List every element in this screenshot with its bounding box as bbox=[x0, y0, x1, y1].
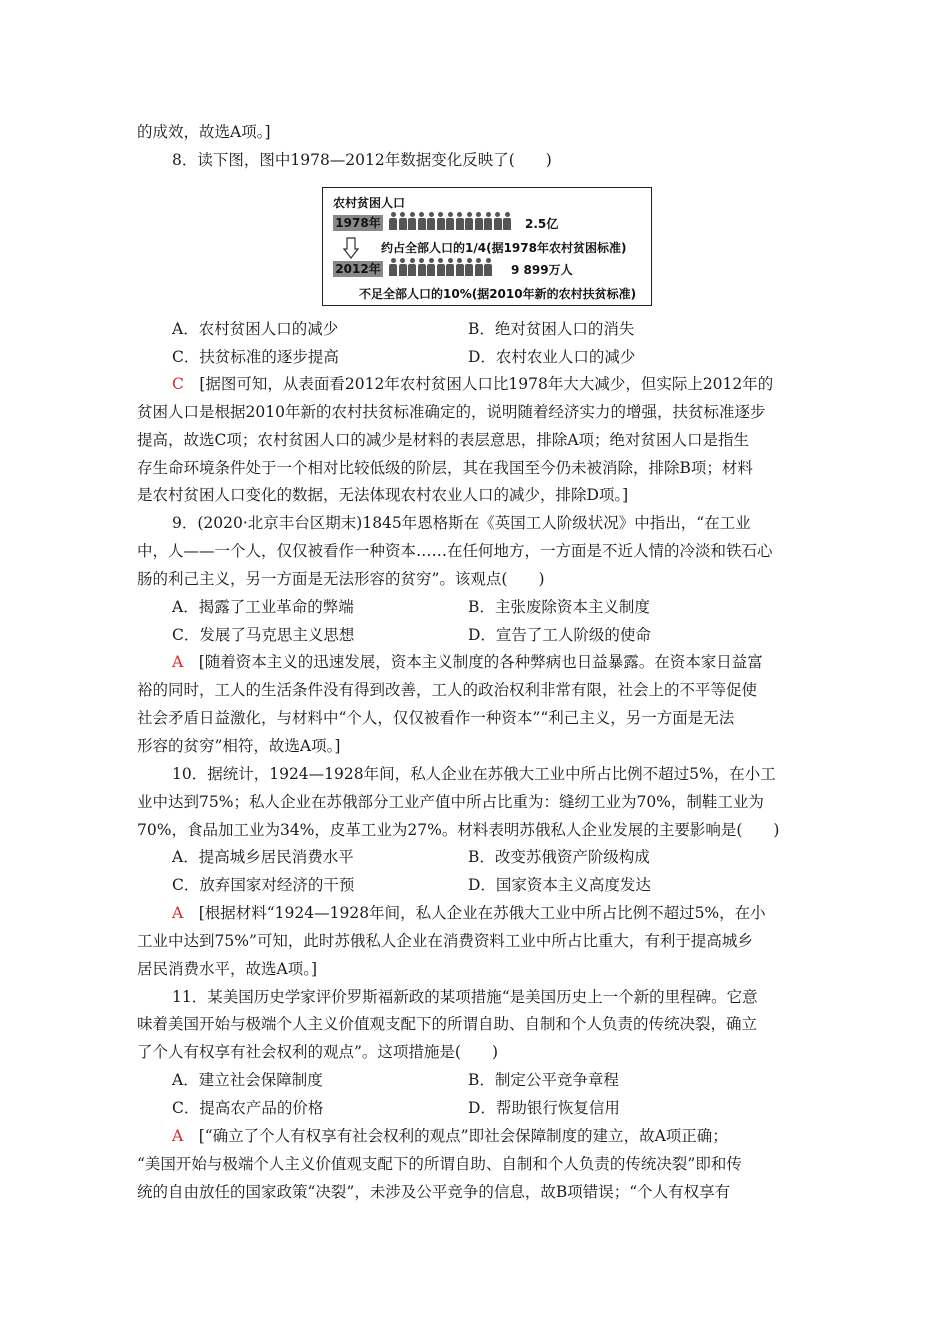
person-icon bbox=[484, 258, 492, 276]
q10-answer-letter: A bbox=[172, 904, 184, 922]
person-icon bbox=[437, 212, 445, 230]
q11-explanation-line: A [“确立了个人有权享有社会权利的观点”即社会保障制度的建立，故A项正确； bbox=[172, 1127, 728, 1145]
q9-option-b: B．主张废除资本主义制度 bbox=[468, 598, 650, 616]
q8-option-d: D．农村农业人口的减少 bbox=[468, 348, 636, 366]
q11-explanation-line: “美国开始与极端个人主义价值观支配下的所谓自助、自制和个人负责的传统决裂”即和传 bbox=[137, 1155, 742, 1173]
text-line: 的成效，故选A项。] bbox=[137, 123, 271, 141]
person-icon bbox=[446, 212, 454, 230]
q10-explanation-line: A [根据材料“1924—1928年间，私人企业在苏俄大工业中所占比例不超过5%，在小 bbox=[172, 904, 766, 922]
q11-option-b: B．制定公平竞争章程 bbox=[468, 1071, 619, 1089]
q9-option-c: C．发展了马克思主义思想 bbox=[172, 626, 355, 644]
bottom-note: 不足全部人口的10%(据2010年新的农村扶贫标准) bbox=[359, 287, 637, 301]
person-icon bbox=[494, 212, 502, 230]
person-icon bbox=[389, 258, 397, 276]
poverty-figure bbox=[322, 187, 652, 306]
q9-answer-letter: A bbox=[172, 653, 184, 671]
person-icon bbox=[465, 258, 473, 276]
q8-option-c: C．扶贫标准的逐步提高 bbox=[172, 348, 339, 366]
question-8-stem: 8．读下图，图中1978—2012年数据变化反映了( ) bbox=[172, 151, 552, 169]
q8-explanation-line: 存生命环境条件处于一个相对比较低级的阶层，其在我国至今仍未被消除，排除B项；材料 bbox=[137, 459, 753, 477]
q8-explanation-line: 是农村贫困人口变化的数据，无法体现农村农业人口的减少，排除D项。] bbox=[137, 486, 629, 504]
figure-title: 农村贫困人口 bbox=[333, 196, 406, 210]
q9-option-a: A．揭露了工业革命的弊端 bbox=[172, 598, 354, 616]
person-icon bbox=[427, 212, 435, 230]
q11-option-d: D．帮助银行恢复信用 bbox=[468, 1099, 620, 1117]
q10-option-a: A．提高城乡居民消费水平 bbox=[172, 848, 354, 866]
q10-stem-line: 10．据统计，1924—1928年间，私人企业在苏俄大工业中所占比例不超过5%，在小工 bbox=[172, 765, 776, 783]
year-2012-label: 2012年 bbox=[333, 261, 383, 277]
person-icon bbox=[399, 258, 407, 276]
person-icon bbox=[389, 212, 397, 230]
q11-stem-line: 了个人有权享有社会权利的观点”。这项措施是( ) bbox=[137, 1043, 499, 1061]
person-icon bbox=[399, 212, 407, 230]
q11-option-c: C．提高农产品的价格 bbox=[172, 1099, 324, 1117]
q9-explanation-line: A [随着资本主义的迅速发展，资本主义制度的各种弊病也日益暴露。在资本家日益富 bbox=[172, 653, 763, 671]
q11-option-a: A．建立社会保障制度 bbox=[172, 1071, 323, 1089]
q10-explanation-line: 工业中达到75%”可知，此时苏俄私人企业在消费资料工业中所占比重大，有利于提高城乡 bbox=[137, 932, 753, 950]
q8-answer-letter: C bbox=[172, 375, 184, 393]
q9-explanation-line: 裕的同时，工人的生活条件没有得到改善，工人的政治权利非常有限，社会上的不平等促使 bbox=[137, 681, 758, 699]
q10-stem-line: 业中达到75%；私人企业在苏俄部分工业产值中所占比重为：缝纫工业为70%，制鞋工业为 bbox=[137, 793, 764, 811]
q9-stem-line: 中，人——一个人，仅仅被看作一种资本……在任何地方，一方面是不近人情的冷淡和铁石心 bbox=[137, 542, 773, 560]
q9-explanation-line: 形容的贫穷”相符，故选A项。] bbox=[137, 737, 341, 755]
q8-explanation-line: C [据图可知，从表面看2012年农村贫困人口比1978年大大减少，但实际上2012年的 bbox=[172, 375, 774, 393]
q11-stem-line: 11．某美国历史学家评价罗斯福新政的某项措施“是美国历史上一个新的里程碑。它意 bbox=[172, 988, 758, 1006]
year-1978-label: 1978年 bbox=[333, 215, 383, 231]
value-1978: 2.5亿 bbox=[525, 217, 559, 231]
person-icon bbox=[408, 212, 416, 230]
person-icon bbox=[475, 212, 483, 230]
people-icons-2012 bbox=[389, 258, 492, 276]
q10-explanation-line: 居民消费水平，故选A项。] bbox=[137, 960, 317, 978]
person-icon bbox=[418, 258, 426, 276]
q11-stem-line: 味着美国开始与极端个人主义价值观支配下的所谓自助、自制和个人负责的传统决裂，确立 bbox=[137, 1015, 758, 1033]
value-2012: 9 899万人 bbox=[511, 263, 573, 277]
q10-option-d: D．国家资本主义高度发达 bbox=[468, 876, 651, 894]
q9-stem-line: 肠的利己主义，另一方面是无法形容的贫穷”。该观点( ) bbox=[137, 570, 545, 588]
person-icon bbox=[456, 258, 464, 276]
q8-explanation-line: 提高，故选C项；农村贫困人口的减少是材料的表层意思，排除A项；绝对贫困人口是指生 bbox=[137, 431, 750, 449]
people-icons-1978 bbox=[389, 212, 511, 230]
person-icon bbox=[427, 258, 435, 276]
q9-explanation-line: 社会矛盾日益激化，与材料中“个人，仅仅被看作一种资本”“利己主义，另一方面是无法 bbox=[137, 709, 735, 727]
q8-option-b: B．绝对贫困人口的消失 bbox=[468, 320, 635, 338]
q9-stem-line: 9．(2020·北京丰台区期末)1845年恩格斯在《英国工人阶级状况》中指出，“在工业 bbox=[172, 514, 751, 532]
q9-option-d: D．宣告了工人阶级的使命 bbox=[468, 626, 651, 644]
person-icon bbox=[418, 212, 426, 230]
person-icon bbox=[503, 212, 511, 230]
q8-option-a: A．农村贫困人口的减少 bbox=[172, 320, 339, 338]
q8-explanation-line: 贫困人口是根据2010年新的农村扶贫标准确定的，说明随着经济实力的增强，扶贫标准逐步 bbox=[137, 403, 766, 421]
person-icon bbox=[446, 258, 454, 276]
middle-note: 约占全部人口的1/4(据1978年农村贫困标准) bbox=[381, 241, 627, 255]
q10-stem-line: 70%，食品加工业为34%，皮革工业为27%。材料表明苏俄私人企业发展的主要影响是( ) bbox=[137, 821, 780, 839]
person-icon bbox=[475, 258, 483, 276]
q11-answer-letter: A bbox=[172, 1127, 184, 1145]
person-icon bbox=[484, 212, 492, 230]
down-arrow-icon bbox=[343, 237, 359, 259]
person-icon bbox=[437, 258, 445, 276]
q10-option-c: C．放弃国家对经济的干预 bbox=[172, 876, 355, 894]
q11-explanation-line: 统的自由放任的国家政策“决裂”，未涉及公平竞争的信息，故B项错误；“个人有权享有 bbox=[137, 1183, 731, 1201]
person-icon bbox=[465, 212, 473, 230]
person-icon bbox=[408, 258, 416, 276]
person-icon bbox=[456, 212, 464, 230]
q10-option-b: B．改变苏俄资产阶级构成 bbox=[468, 848, 650, 866]
